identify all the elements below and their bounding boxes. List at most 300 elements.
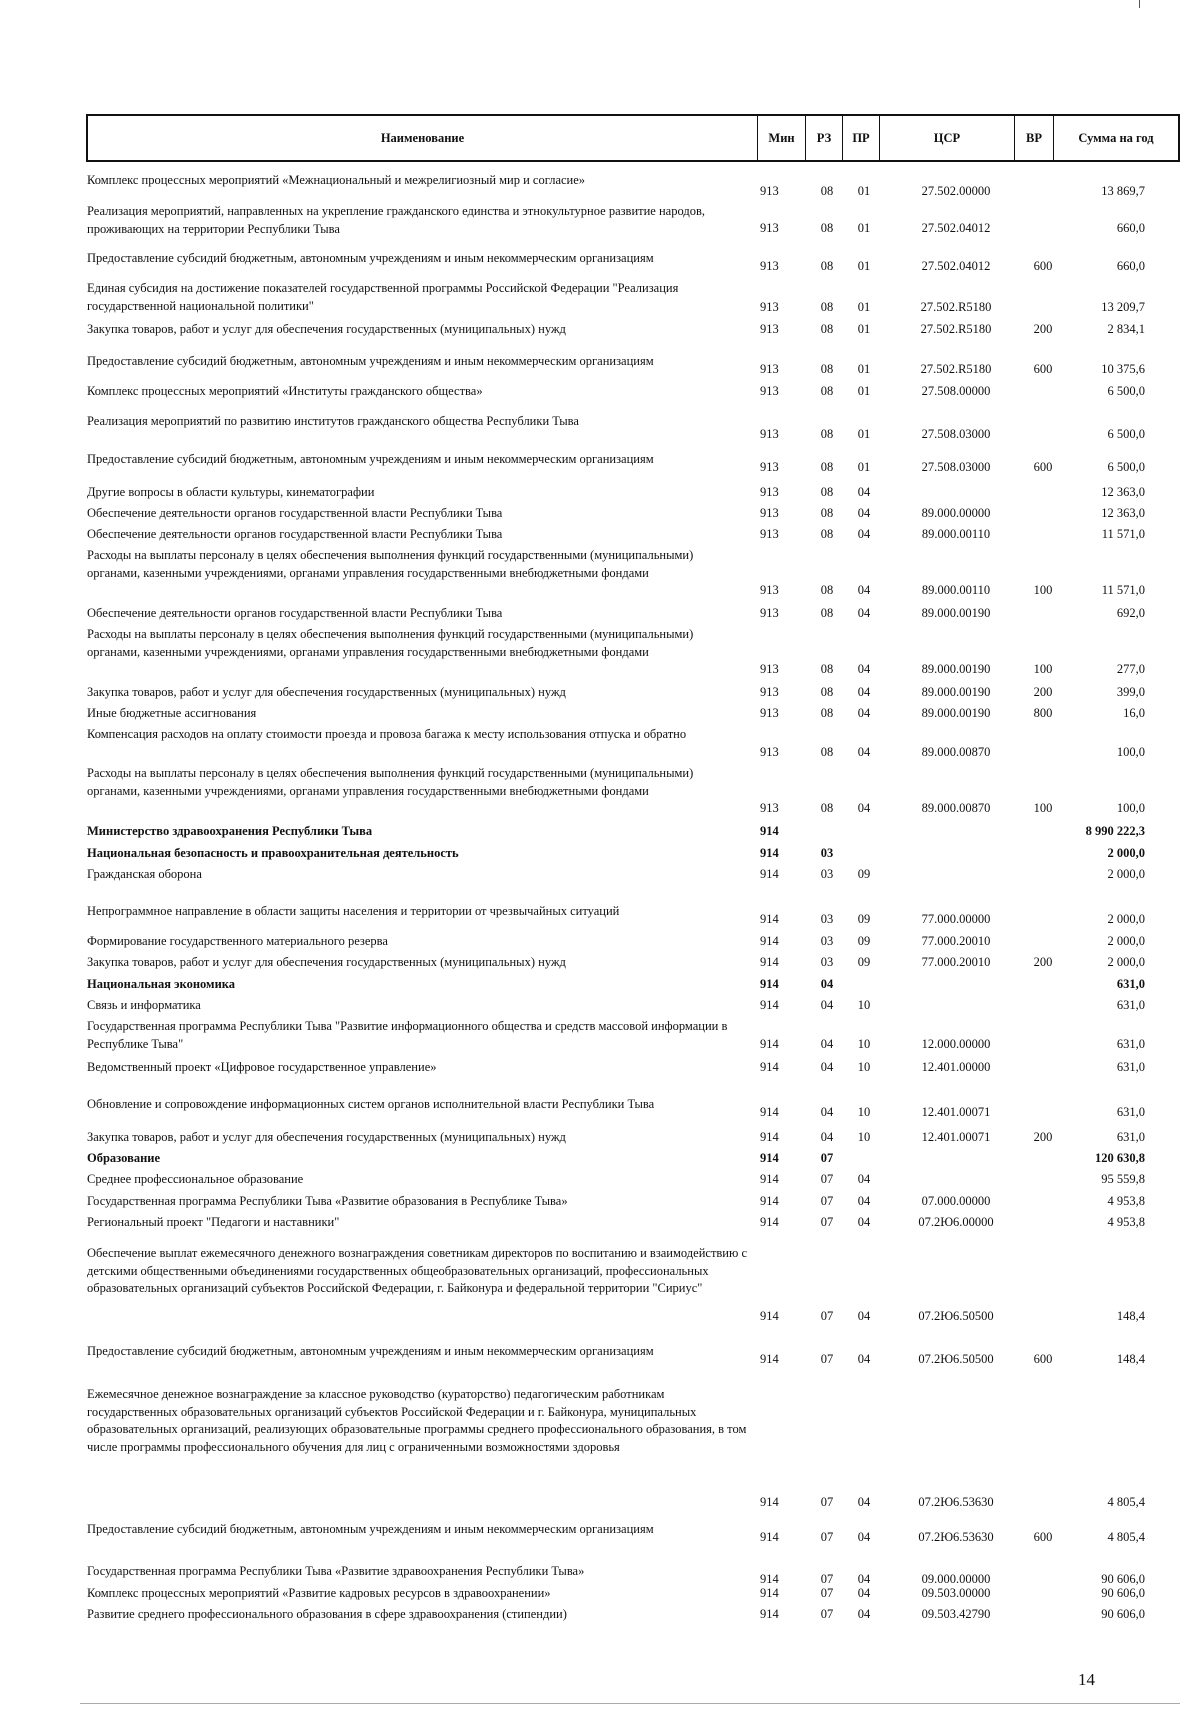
row-vr: 200 <box>1033 954 1053 969</box>
row-name: Комплекс процессных мероприятий «Институты гражданского общества» <box>87 384 483 398</box>
row-vr: 100 <box>1033 582 1053 597</box>
scan-edge <box>80 1703 1180 1704</box>
row-min: 914 <box>760 1036 779 1051</box>
row-rz: 07 <box>820 1214 834 1229</box>
row-vr: 600 <box>1033 258 1053 273</box>
table-row <box>0 526 1200 543</box>
row-pr: 10 <box>857 1059 871 1074</box>
row-pr: 04 <box>857 1494 871 1509</box>
row-csr: 77.000.20010 <box>921 933 991 948</box>
row-name: Закупка товаров, работ и услуг для обеспечения государственных (муниципальных) нужд <box>87 322 566 336</box>
row-pr: 01 <box>857 459 871 474</box>
row-name: Комплекс процессных мероприятий «Межнациональный и межрелигиозный мир и согласие» <box>87 173 586 187</box>
row-min: 913 <box>760 582 779 597</box>
row-rz: 07 <box>820 1585 834 1600</box>
row-csr: 89.000.00000 <box>921 505 991 520</box>
row-sum: 2 834,1 <box>1107 321 1145 336</box>
row-csr: 07.000.00000 <box>921 1193 991 1208</box>
row-sum: 6 500,0 <box>1107 459 1145 474</box>
row-csr: 89.000.00110 <box>921 526 991 541</box>
row-csr: 07.2Ю6.50500 <box>918 1351 994 1366</box>
table-row <box>0 383 1200 400</box>
row-pr: 01 <box>857 299 871 314</box>
row-vr: 800 <box>1033 705 1053 720</box>
row-rz: 07 <box>820 1606 834 1621</box>
row-name: Национальная экономика <box>87 977 236 991</box>
row-vr: 600 <box>1033 1529 1053 1544</box>
row-min: 914 <box>760 1308 779 1323</box>
row-csr: 12.000.00000 <box>921 1036 991 1051</box>
page-number: 14 <box>1078 1670 1095 1689</box>
row-name: Государственная программа Республики Тыва «Развитие здравоохранения Республики Тыва» <box>87 1564 585 1578</box>
row-sum: 100,0 <box>1116 800 1145 815</box>
row-pr: 04 <box>857 1214 871 1229</box>
row-pr: 04 <box>857 1529 871 1544</box>
table-row <box>0 1343 1200 1368</box>
row-min: 914 <box>760 1529 779 1544</box>
row-pr: 04 <box>857 1171 871 1186</box>
row-sum: 399,0 <box>1116 684 1145 699</box>
row-csr: 09.000.00000 <box>921 1571 991 1586</box>
row-min: 913 <box>760 321 779 336</box>
row-rz: 08 <box>820 321 834 336</box>
row-name: Обеспечение деятельности органов государственной власти Республики Тыва <box>87 527 503 541</box>
table-row <box>0 505 1200 522</box>
row-min: 913 <box>760 258 779 273</box>
row-sum: 11 571,0 <box>1101 526 1145 541</box>
row-rz: 04 <box>820 1059 834 1074</box>
row-pr: 04 <box>857 605 871 620</box>
row-min: 914 <box>760 823 779 838</box>
row-rz: 04 <box>820 1104 834 1119</box>
row-csr: 07.2Ю6.53630 <box>918 1529 994 1544</box>
row-pr: 01 <box>857 258 871 273</box>
row-sum: 12 363,0 <box>1101 505 1145 520</box>
row-rz: 08 <box>820 484 834 499</box>
row-sum: 6 500,0 <box>1107 426 1145 441</box>
row-vr: 100 <box>1033 661 1053 676</box>
row-pr: 01 <box>857 183 871 198</box>
row-name: Предоставление субсидий бюджетным, автономным учреждениям и иным некоммерческим организациям <box>87 1344 654 1358</box>
row-csr: 89.000.00190 <box>921 605 991 620</box>
row-min: 914 <box>760 997 779 1012</box>
header-name: Наименование <box>88 116 758 160</box>
header-pr: ПР <box>843 116 880 160</box>
row-csr: 27.508.03000 <box>921 459 991 474</box>
row-min: 913 <box>760 526 779 541</box>
table-row <box>0 765 1200 817</box>
table-row <box>0 684 1200 701</box>
row-sum: 631,0 <box>1116 1104 1145 1119</box>
row-rz: 07 <box>820 1351 834 1366</box>
row-name: Обеспечение деятельности органов государственной власти Республики Тыва <box>87 506 503 520</box>
table-row <box>0 933 1200 950</box>
row-pr: 04 <box>857 661 871 676</box>
row-rz: 08 <box>820 684 834 699</box>
header-vr: ВР <box>1015 116 1054 160</box>
row-vr: 600 <box>1033 459 1053 474</box>
row-pr: 09 <box>857 954 871 969</box>
row-min: 913 <box>760 484 779 499</box>
row-min: 913 <box>760 383 779 398</box>
row-rz: 07 <box>820 1571 834 1586</box>
row-name: Обеспечение деятельности органов государственной власти Республики Тыва <box>87 606 503 620</box>
row-name: Региональный проект "Педагоги и наставники" <box>87 1215 340 1229</box>
row-pr: 01 <box>857 383 871 398</box>
row-name: Закупка товаров, работ и услуг для обеспечения государственных (муниципальных) нужд <box>87 1130 566 1144</box>
row-name: Связь и информатика <box>87 998 201 1012</box>
header-sum: Сумма на год <box>1078 130 1154 145</box>
row-sum: 12 363,0 <box>1101 484 1145 499</box>
row-pr: 04 <box>857 744 871 759</box>
table-row <box>0 451 1200 476</box>
row-name: Реализация мероприятий по развитию институтов гражданского общества Республики Тыва <box>87 414 579 428</box>
row-vr: 200 <box>1033 684 1053 699</box>
row-rz: 07 <box>820 1150 834 1165</box>
row-min: 914 <box>760 1129 779 1144</box>
row-name: Предоставление субсидий бюджетным, автономным учреждениям и иным некоммерческим организациям <box>87 1522 654 1536</box>
row-name: Единая субсидия на достижение показателей государственной программы Российской Федерации "Реализация государственной национальной политики" <box>87 281 679 313</box>
header-rz: РЗ <box>806 116 843 160</box>
row-csr: 89.000.00870 <box>921 800 991 815</box>
row-min: 913 <box>760 605 779 620</box>
row-rz: 08 <box>820 661 834 676</box>
row-name: Национальная безопасность и правоохранительная деятельность <box>87 846 459 860</box>
row-rz: 08 <box>820 800 834 815</box>
row-rz: 07 <box>820 1529 834 1544</box>
row-pr: 10 <box>857 1129 871 1144</box>
row-name: Предоставление субсидий бюджетным, автономным учреждениям и иным некоммерческим организациям <box>87 452 654 466</box>
row-min: 914 <box>760 976 779 991</box>
row-name: Государственная программа Республики Тыва "Развитие информационного общества и средств массовой информации в Республике Тыва" <box>87 1019 728 1051</box>
row-csr: 77.000.20010 <box>921 954 991 969</box>
table-row <box>0 997 1200 1014</box>
row-pr: 04 <box>857 582 871 597</box>
row-min: 914 <box>760 845 779 860</box>
row-sum: 631,0 <box>1116 1036 1145 1051</box>
row-name: Расходы на выплаты персоналу в целях обеспечения выполнения функций государственными (муниципальными) органами, казенными учреждениями, органами управления государственными внебюджетными фондами <box>87 766 694 798</box>
row-min: 913 <box>760 220 779 235</box>
table-row <box>0 1129 1200 1146</box>
row-csr: 07.2Ю6.53630 <box>918 1494 994 1509</box>
row-csr: 12.401.00000 <box>921 1059 991 1074</box>
row-csr: 89.000.00190 <box>921 684 991 699</box>
row-min: 913 <box>760 705 779 720</box>
table-row <box>0 866 1200 883</box>
row-rz: 07 <box>820 1193 834 1208</box>
row-rz: 07 <box>820 1494 834 1509</box>
row-sum: 4 805,4 <box>1107 1494 1145 1509</box>
row-min: 914 <box>760 1571 779 1586</box>
table-row <box>0 976 1200 993</box>
row-rz: 08 <box>820 605 834 620</box>
row-csr: 89.000.00190 <box>921 705 991 720</box>
table-row <box>0 626 1200 678</box>
table-header <box>86 114 1180 162</box>
row-csr: 27.508.00000 <box>921 383 991 398</box>
row-min: 914 <box>760 866 779 881</box>
table-row <box>0 172 1200 200</box>
row-name: Обеспечение выплат ежемесячного денежного вознаграждения советникам директоров по воспитанию и взаимодействию с детскими общественными объединениями государственных общеобразовательных организаций, профессиональных образовательных организаций субъектов Российской Федерации, г. Байконура и федеральной территории "Сириус" <box>87 1246 748 1295</box>
row-pr: 04 <box>857 484 871 499</box>
table-row <box>0 280 1200 316</box>
row-csr: 27.502.R5180 <box>920 361 992 376</box>
table-row <box>0 605 1200 622</box>
row-name: Среднее профессиональное образование <box>87 1172 304 1186</box>
row-pr: 04 <box>857 1585 871 1600</box>
row-rz: 03 <box>820 911 834 926</box>
row-pr: 04 <box>857 1193 871 1208</box>
row-rz: 08 <box>820 459 834 474</box>
row-sum: 90 606,0 <box>1101 1606 1145 1621</box>
row-sum: 95 559,8 <box>1101 1171 1145 1186</box>
row-min: 914 <box>760 1104 779 1119</box>
row-pr: 04 <box>857 505 871 520</box>
row-sum: 631,0 <box>1116 997 1145 1012</box>
table-row <box>0 321 1200 338</box>
row-rz: 07 <box>820 1171 834 1186</box>
row-vr: 600 <box>1033 361 1053 376</box>
row-csr: 89.000.00870 <box>921 744 991 759</box>
row-sum: 10 375,6 <box>1101 361 1145 376</box>
row-name: Формирование государственного материального резерва <box>87 934 388 948</box>
row-rz: 03 <box>820 954 834 969</box>
row-csr: 12.401.00071 <box>921 1129 991 1144</box>
row-min: 913 <box>760 661 779 676</box>
table-row <box>0 954 1200 971</box>
row-csr: 77.000.00000 <box>921 911 991 926</box>
table-row <box>0 547 1200 599</box>
row-name: Государственная программа Республики Тыва «Развитие образования в Республике Тыва» <box>87 1194 568 1208</box>
row-name: Обновление и сопровождение информационных систем органов исполнительной власти Республики Тыва <box>87 1097 655 1111</box>
row-vr: 200 <box>1033 1129 1053 1144</box>
table-row <box>0 1585 1200 1602</box>
table-row <box>0 413 1200 443</box>
row-sum: 660,0 <box>1116 258 1145 273</box>
table-row <box>0 823 1200 840</box>
row-rz: 04 <box>820 1036 834 1051</box>
row-csr: 07.2Ю6.00000 <box>918 1214 994 1229</box>
row-min: 914 <box>760 1606 779 1621</box>
row-sum: 11 571,0 <box>1101 582 1145 597</box>
row-min: 914 <box>760 1214 779 1229</box>
row-pr: 01 <box>857 220 871 235</box>
row-sum: 90 606,0 <box>1101 1571 1145 1586</box>
row-name: Закупка товаров, работ и услуг для обеспечения государственных (муниципальных) нужд <box>87 955 566 969</box>
row-rz: 08 <box>820 383 834 398</box>
row-min: 913 <box>760 299 779 314</box>
row-rz: 03 <box>820 933 834 948</box>
row-pr: 04 <box>857 684 871 699</box>
table-row <box>0 1018 1200 1053</box>
row-pr: 04 <box>857 1571 871 1586</box>
row-csr: 27.502.00000 <box>921 183 991 198</box>
row-rz: 03 <box>820 845 834 860</box>
row-name: Развитие среднего профессионального образования в сфере здравоохранения (стипендии) <box>87 1607 567 1621</box>
row-csr: 27.502.R5180 <box>920 321 992 336</box>
table-row <box>0 484 1200 501</box>
row-rz: 08 <box>820 258 834 273</box>
row-rz: 08 <box>820 426 834 441</box>
row-name: Другие вопросы в области культуры, кинематографии <box>87 485 375 499</box>
row-csr: 89.000.00110 <box>921 582 991 597</box>
row-pr: 09 <box>857 933 871 948</box>
row-sum: 692,0 <box>1116 605 1145 620</box>
row-name: Расходы на выплаты персоналу в целях обеспечения выполнения функций государственными (муниципальными) органами, казенными учреждениями, органами управления государственными внебюджетными фондами <box>87 548 694 580</box>
row-sum: 90 606,0 <box>1101 1585 1145 1600</box>
row-pr: 09 <box>857 911 871 926</box>
table-row <box>0 726 1200 761</box>
table-row <box>0 845 1200 862</box>
row-pr: 10 <box>857 1104 871 1119</box>
row-pr: 01 <box>857 426 871 441</box>
row-name: Компенсация расходов на оплату стоимости проезда и провоза багажа к месту использования отпуска и обратно <box>87 727 687 741</box>
row-sum: 631,0 <box>1116 1059 1145 1074</box>
row-min: 913 <box>760 361 779 376</box>
row-min: 914 <box>760 1494 779 1509</box>
table-row <box>0 203 1200 237</box>
table-row <box>0 903 1200 928</box>
table-row <box>0 1214 1200 1231</box>
row-sum: 13 209,7 <box>1101 299 1145 314</box>
row-min: 913 <box>760 800 779 815</box>
row-rz: 04 <box>820 997 834 1012</box>
row-min: 913 <box>760 459 779 474</box>
row-pr: 10 <box>857 997 871 1012</box>
row-name: Образование <box>87 1151 161 1165</box>
row-min: 914 <box>760 911 779 926</box>
row-min: 914 <box>760 1150 779 1165</box>
row-min: 914 <box>760 1585 779 1600</box>
row-rz: 04 <box>820 1129 834 1144</box>
row-pr: 04 <box>857 1606 871 1621</box>
row-pr: 04 <box>857 705 871 720</box>
row-rz: 08 <box>820 505 834 520</box>
row-name: Реализация мероприятий, направленных на укрепление гражданского единства и этнокультурное развитие народов, проживающих на территории Республики Тыва <box>87 204 705 236</box>
row-min: 914 <box>760 1351 779 1366</box>
row-min: 914 <box>760 1171 779 1186</box>
table-row <box>0 1606 1200 1623</box>
row-sum: 2 000,0 <box>1107 954 1145 969</box>
row-vr: 600 <box>1033 1351 1053 1366</box>
table-row <box>0 1059 1200 1076</box>
row-rz: 08 <box>820 705 834 720</box>
row-rz: 08 <box>820 299 834 314</box>
row-name: Закупка товаров, работ и услуг для обеспечения государственных (муниципальных) нужд <box>87 685 566 699</box>
row-csr: 27.502.04012 <box>921 258 991 273</box>
table-row <box>0 1521 1200 1546</box>
row-sum: 148,4 <box>1116 1351 1145 1366</box>
table-row <box>0 250 1200 275</box>
row-sum: 660,0 <box>1116 220 1145 235</box>
row-name: Ведомственный проект «Цифровое государственное управление» <box>87 1060 437 1074</box>
row-csr: 27.502.04012 <box>921 220 991 235</box>
row-name: Расходы на выплаты персоналу в целях обеспечения выполнения функций государственными (муниципальными) органами, казенными учреждениями, органами управления государственными внебюджетными фондами <box>87 627 694 659</box>
row-pr: 04 <box>857 1308 871 1323</box>
row-rz: 08 <box>820 744 834 759</box>
row-name: Иные бюджетные ассигнования <box>87 706 257 720</box>
row-pr: 09 <box>857 866 871 881</box>
row-sum: 2 000,0 <box>1107 845 1145 860</box>
row-vr: 100 <box>1033 800 1053 815</box>
row-name: Комплекс процессных мероприятий «Развитие кадровых ресурсов в здравоохранении» <box>87 1586 551 1600</box>
row-sum: 2 000,0 <box>1107 911 1145 926</box>
row-sum: 4 805,4 <box>1107 1529 1145 1544</box>
row-rz: 08 <box>820 183 834 198</box>
row-sum: 8 990 222,3 <box>1085 823 1145 838</box>
row-min: 913 <box>760 684 779 699</box>
row-name: Министерство здравоохранения Республики Тыва <box>87 824 373 838</box>
row-sum: 631,0 <box>1116 976 1145 991</box>
row-csr: 09.503.00000 <box>921 1585 991 1600</box>
table-row <box>0 1096 1200 1121</box>
row-rz: 08 <box>820 582 834 597</box>
row-name: Гражданская оборона <box>87 867 202 881</box>
table-row <box>0 1386 1200 1511</box>
row-pr: 04 <box>857 1351 871 1366</box>
row-csr: 27.502.R5180 <box>920 299 992 314</box>
row-rz: 08 <box>820 361 834 376</box>
table-row <box>0 1245 1200 1325</box>
row-name: Непрограммное направление в области защиты населения и территории от чрезвычайных ситуаций <box>87 904 620 918</box>
row-rz: 03 <box>820 866 834 881</box>
table-row <box>0 1150 1200 1167</box>
row-sum: 120 630,8 <box>1095 1150 1145 1165</box>
table-row <box>0 353 1200 378</box>
row-sum: 100,0 <box>1116 744 1145 759</box>
row-sum: 631,0 <box>1116 1129 1145 1144</box>
row-sum: 2 000,0 <box>1107 866 1145 881</box>
row-min: 914 <box>760 933 779 948</box>
row-min: 914 <box>760 954 779 969</box>
row-pr: 04 <box>857 800 871 815</box>
row-pr: 01 <box>857 361 871 376</box>
row-rz: 08 <box>820 220 834 235</box>
header-min: Мин <box>758 116 806 160</box>
row-name: Ежемесячное денежное вознаграждение за классное руководство (кураторство) педагогическим работникам государственных образовательных организаций субъектов Российской Федерации и г. Байконура, муниципальных образовательных организаций, реализующих образовательные программы среднего профессионального образования, в том числе программы профессионального обучения для лиц с ограниченными возможностями здоровья <box>87 1387 747 1454</box>
row-min: 914 <box>760 1059 779 1074</box>
row-sum: 4 953,8 <box>1107 1193 1145 1208</box>
row-sum: 4 953,8 <box>1107 1214 1145 1229</box>
row-csr: 07.2Ю6.50500 <box>918 1308 994 1323</box>
row-min: 913 <box>760 505 779 520</box>
row-csr: 09.503.42790 <box>921 1606 991 1621</box>
row-pr: 01 <box>857 321 871 336</box>
row-rz: 08 <box>820 526 834 541</box>
row-min: 914 <box>760 1193 779 1208</box>
table-row <box>0 1193 1200 1210</box>
scan-mark <box>1139 0 1140 8</box>
header-csr: ЦСР <box>880 116 1015 160</box>
row-rz: 07 <box>820 1308 834 1323</box>
table-row <box>0 705 1200 722</box>
row-min: 913 <box>760 744 779 759</box>
row-sum: 148,4 <box>1116 1308 1145 1323</box>
row-csr: 89.000.00190 <box>921 661 991 676</box>
row-min: 913 <box>760 183 779 198</box>
row-vr: 200 <box>1033 321 1053 336</box>
row-sum: 6 500,0 <box>1107 383 1145 398</box>
row-csr: 12.401.00071 <box>921 1104 991 1119</box>
row-sum: 16,0 <box>1123 705 1145 720</box>
row-sum: 2 000,0 <box>1107 933 1145 948</box>
row-pr: 10 <box>857 1036 871 1051</box>
row-csr: 27.508.03000 <box>921 426 991 441</box>
row-name: Предоставление субсидий бюджетным, автономным учреждениям и иным некоммерческим организациям <box>87 354 654 368</box>
row-sum: 277,0 <box>1116 661 1145 676</box>
row-rz: 04 <box>820 976 834 991</box>
row-sum: 13 869,7 <box>1101 183 1145 198</box>
